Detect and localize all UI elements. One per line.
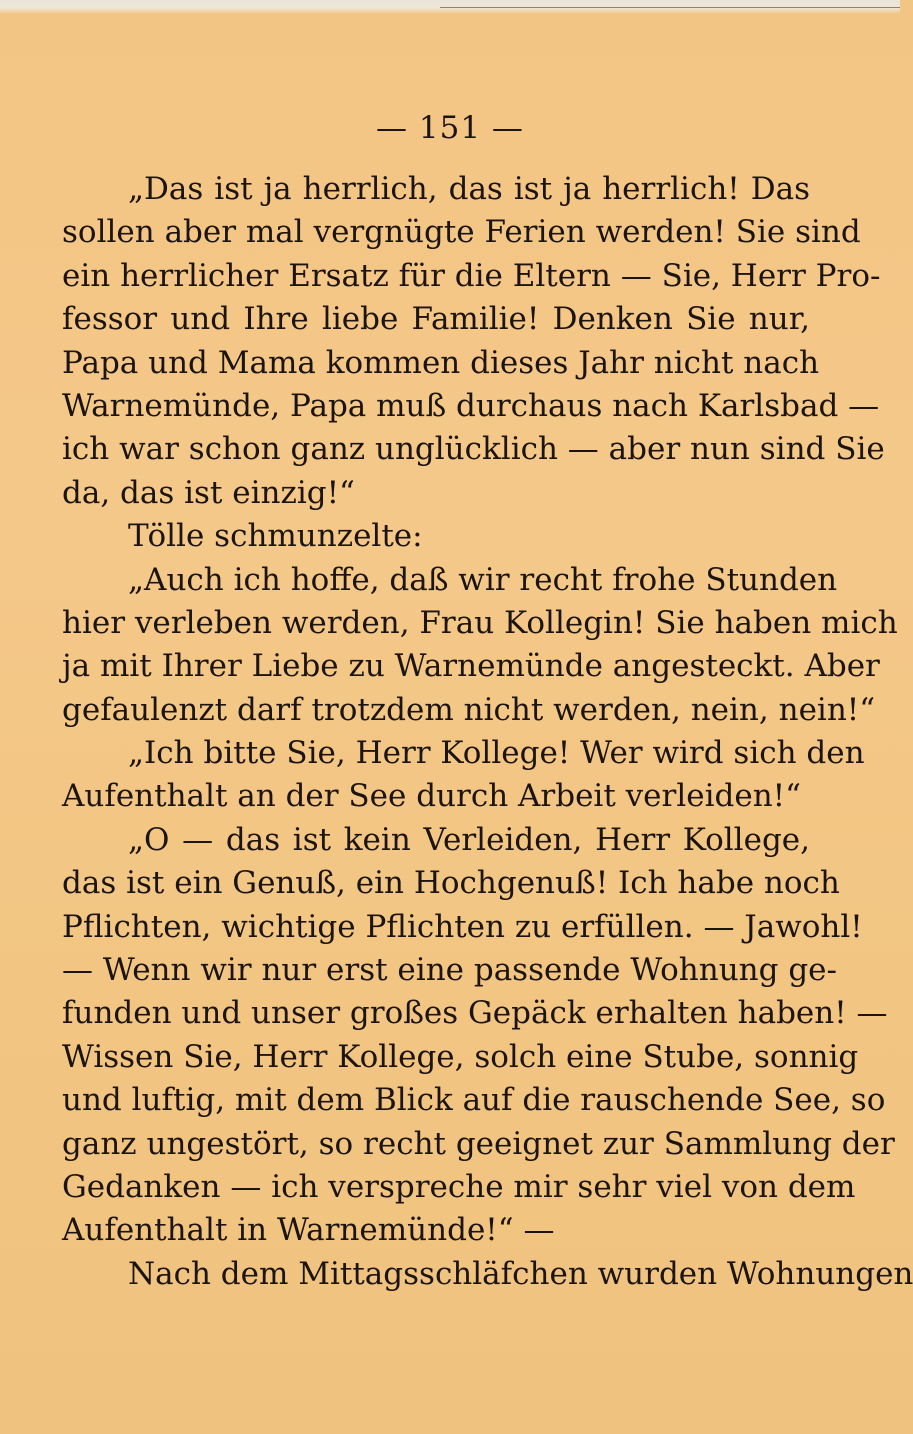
text-line: Nach dem Mittagsschläfchen wurden Wohnungen xyxy=(128,1255,913,1292)
text-line: hier verleben werden, Frau Kollegin! Sie haben mich xyxy=(62,604,898,641)
text-line: das ist ein Genuß, ein Hochgenuß! Ich habe noch xyxy=(62,865,840,902)
page-number: — 151 — xyxy=(376,110,524,146)
text-line: „Ich bitte Sie, Herr Kollege! Wer wird sich den xyxy=(128,735,865,772)
text-line: Aufenthalt in Warnemünde!“ — xyxy=(62,1212,555,1249)
page-edge-line xyxy=(440,7,900,8)
text-line: „Auch ich hoffe, daß wir recht frohe Stunden xyxy=(128,561,838,598)
text-line: Wissen Sie, Herr Kollege, solch eine Stube, sonnig xyxy=(62,1038,859,1075)
text-line: Pflichten, wichtige Pflichten zu erfüllen. — Jawohl! xyxy=(62,908,863,945)
body-text xyxy=(62,168,913,1296)
text-line: — Wenn wir nur erst eine passende Wohnung ge- xyxy=(62,952,837,989)
text-line: ja mit Ihrer Liebe zu Warnemünde angesteckt. Aber xyxy=(62,648,880,685)
text-line: sollen aber mal vergnügte Ferien werden! Sie sind xyxy=(62,214,861,251)
text-line: Gedanken — ich verspreche mir sehr viel von dem xyxy=(62,1168,856,1205)
text-line: ganz ungestört, so recht geeignet zur Sammlung der xyxy=(62,1125,895,1162)
text-line: „Das ist ja herrlich, das ist ja herrlich! Das xyxy=(128,171,810,207)
text-line: gefaulenzt darf trotzdem nicht werden, nein, nein!“ xyxy=(62,691,876,728)
text-line: Tölle schmunzelte: xyxy=(128,518,423,555)
text-line: „O — das ist kein Verleiden, Herr Kollege, xyxy=(128,821,810,858)
text-line: fessor und Ihre liebe Familie! Denken Sie nur, xyxy=(62,301,810,338)
text-line: Warnemünde, Papa muß durchaus nach Karlsbad — xyxy=(62,387,880,424)
text-line: ich war schon ganz unglücklich — aber nun sind Sie xyxy=(62,431,885,468)
text-line: da, das ist einzig!“ xyxy=(62,474,355,511)
text-line: Aufenthalt an der See durch Arbeit verleiden!“ xyxy=(62,778,801,815)
text-line: und luftig, mit dem Blick auf die rauschende See, so xyxy=(62,1082,886,1119)
text-line: ein herrlicher Ersatz für die Eltern — Sie, Herr Pro- xyxy=(62,257,881,294)
text-line: Papa und Mama kommen dieses Jahr nicht nach xyxy=(62,344,820,381)
text-line: funden und unser großes Gepäck erhalten haben! — xyxy=(62,995,888,1032)
